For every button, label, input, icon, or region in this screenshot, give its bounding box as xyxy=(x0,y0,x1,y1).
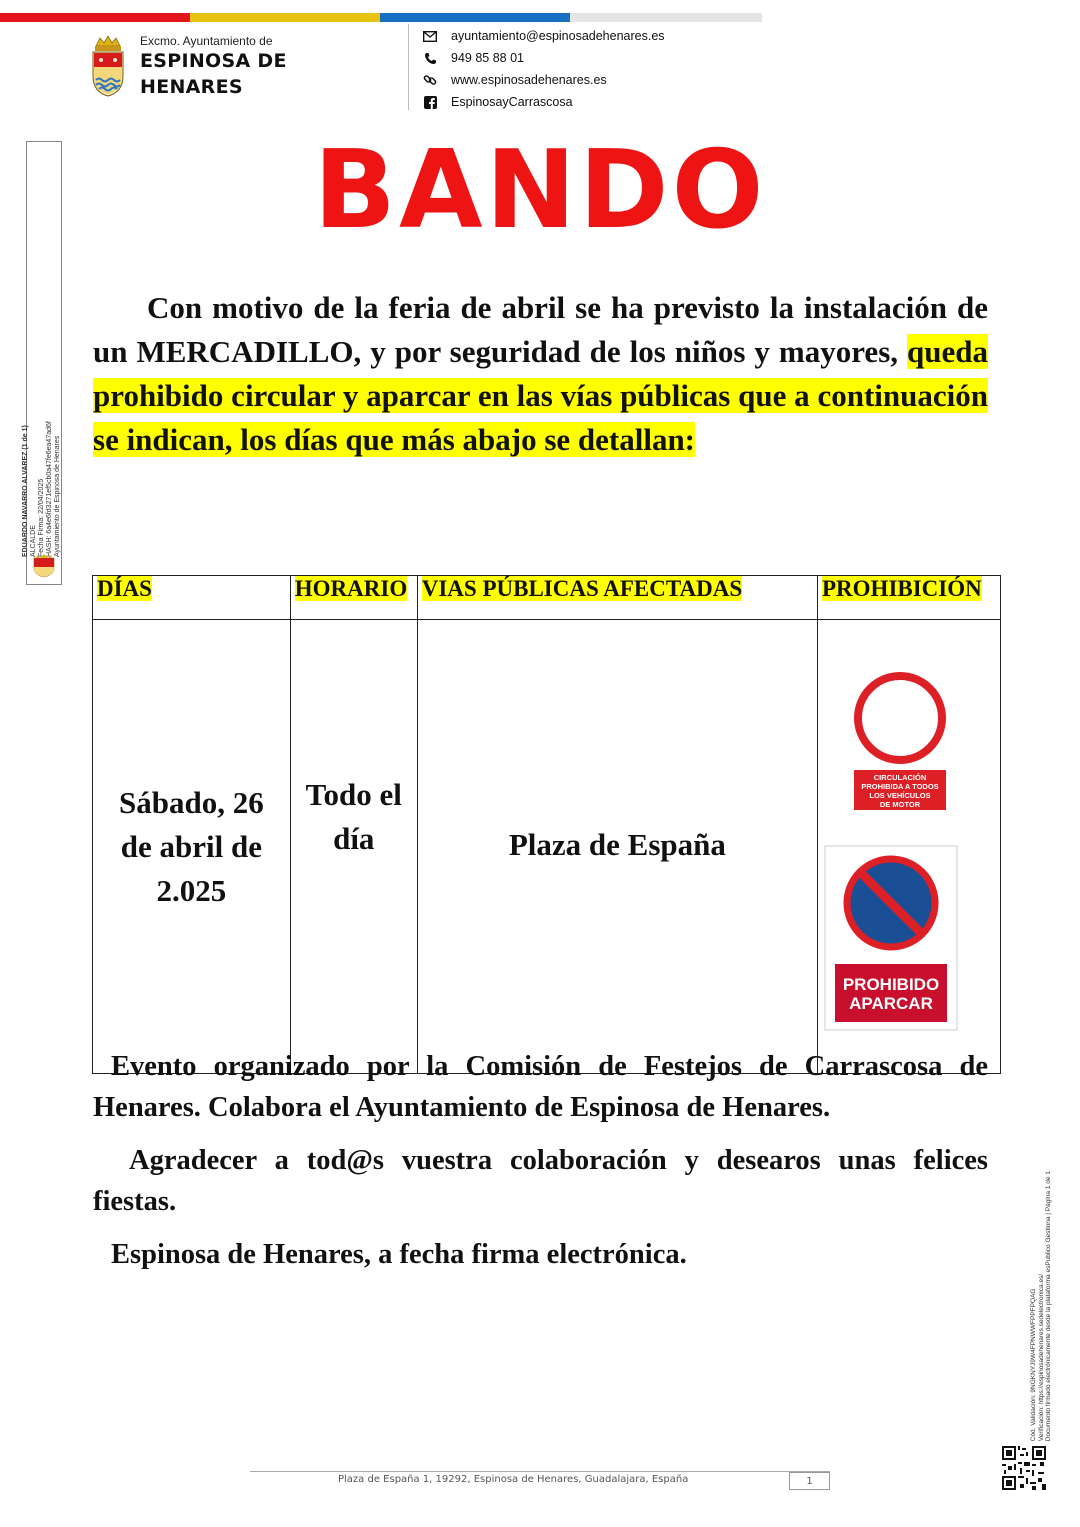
header-schedule: HORARIO xyxy=(290,576,417,620)
header-days: DÍAS xyxy=(93,576,291,620)
contact-email xyxy=(422,25,665,47)
color-bar-blue xyxy=(380,13,570,22)
sign1-line1: CIRCULACIÓN xyxy=(873,772,927,782)
paragraph-thanks: Agradecer a tod@s vuestra colaboración y desearos unas felices fiestas. xyxy=(93,1145,988,1217)
verification-text xyxy=(1030,1121,1053,1441)
intro-plain-text: Con motivo de la feria de abril se ha previsto la instalación de un MERCADILLO, y por seguridad de los niños y mayores, xyxy=(93,290,988,369)
verification-info xyxy=(1029,1120,1052,1442)
phone-number[interactable]: 949 85 88 01 xyxy=(451,51,524,65)
no-parking-sign-icon xyxy=(825,846,957,1030)
footer-divider xyxy=(250,1471,830,1472)
color-bar-red xyxy=(0,13,190,22)
cell-roads: Plaza de España xyxy=(417,620,817,1074)
coat-of-arms-icon xyxy=(90,34,126,98)
signer-name: EDUARDO NAVARRO ALVAREZ (1 de 1) xyxy=(22,425,29,557)
municipality-header xyxy=(90,34,287,100)
header-prohibition: PROHIBICIÓN xyxy=(818,576,1001,620)
color-bar-grey xyxy=(570,13,762,22)
no-entry-sign-icon xyxy=(854,676,946,810)
sign1-line3: LOS VEHÍCULOS xyxy=(869,790,931,800)
document-title: BANDO xyxy=(313,128,767,253)
intro-highlighted-text: queda prohibido circular y aparcar en las vías públicas que a continuación se indican, los días que más abajo se detallan: xyxy=(93,334,988,457)
intro-paragraph xyxy=(93,286,988,462)
envelope-icon xyxy=(422,29,438,43)
qr-code-icon[interactable] xyxy=(1002,1446,1046,1490)
website-link[interactable]: www.espinosadehenares.es xyxy=(451,73,607,87)
cell-schedule: Todo el día xyxy=(290,620,417,1074)
page-number: 1 xyxy=(789,1472,830,1490)
sign1-line4: DE MOTOR xyxy=(879,799,921,809)
cell-prohibition xyxy=(818,620,1001,1074)
sign2-line1: PROHIBIDO xyxy=(842,974,940,994)
cell-days: Sábado, 26 de abril de 2.025 xyxy=(93,620,291,1074)
verification-note: Documento firmado electrónicamente desde la plataforma esPublico Gestiona | Página 1 de 1 xyxy=(1044,1171,1052,1442)
paragraph-signature-place: Espinosa de Henares, a fecha firma electrónica. xyxy=(111,1239,687,1270)
small-crest-icon xyxy=(31,554,57,578)
signer-role: ALCALDE xyxy=(30,525,37,557)
contact-phone xyxy=(422,47,665,69)
table-row xyxy=(93,620,1001,1074)
org-prefix: Excmo. Ayuntamiento de xyxy=(140,34,273,48)
signature-date: Fecha Firma: 22/04/2025 xyxy=(38,478,45,557)
sign1-line2: PROHIBIDA A TODOS xyxy=(861,781,939,791)
contact-facebook xyxy=(422,91,665,113)
signature-hash: HASH: 6a4e6fd3271ef5cb0a47fe6ea47ad6f xyxy=(46,421,53,557)
header-roads: VIAS PÚBLICAS AFECTADAS xyxy=(417,576,817,620)
sign2-line2: APARCAR xyxy=(849,993,933,1013)
verification-url[interactable]: Verificación: https://espinosadehenares.sedelectronica.es/ xyxy=(1037,1273,1045,1442)
header-divider xyxy=(408,24,409,110)
paragraph-organizer: Evento organizado por la Comisión de Festejos de Carrascosa de Henares. Colabora el Ayuntamiento de Espinosa de Henares. xyxy=(93,1051,988,1123)
org-name-line2: HENARES xyxy=(140,76,243,98)
footer-address: Plaza de España 1, 19292, Espinosa de Henares, Guadalajara, España xyxy=(338,1474,689,1485)
facebook-link[interactable]: EspinosayCarrascosa xyxy=(451,95,573,109)
facebook-icon xyxy=(422,95,438,109)
table-header-row xyxy=(93,576,1001,620)
link-icon xyxy=(422,73,438,87)
org-name-line1: ESPINOSA DE xyxy=(140,50,287,72)
contact-web xyxy=(422,69,665,91)
color-bar-yellow xyxy=(190,13,380,22)
phone-icon xyxy=(422,51,438,65)
top-color-bar xyxy=(0,13,762,22)
restrictions-table xyxy=(92,575,1001,1074)
validation-code: Cód. Validación: 9NGKNYJ9W4FPNWWFPPFPQAG xyxy=(1029,1288,1037,1442)
email-link[interactable]: ayuntamiento@espinosadehenares.es xyxy=(451,29,665,43)
contact-list xyxy=(422,25,665,113)
prohibition-signs xyxy=(819,652,999,1042)
signature-entity: Ayuntamiento de Espinosa de Henares xyxy=(54,435,61,557)
